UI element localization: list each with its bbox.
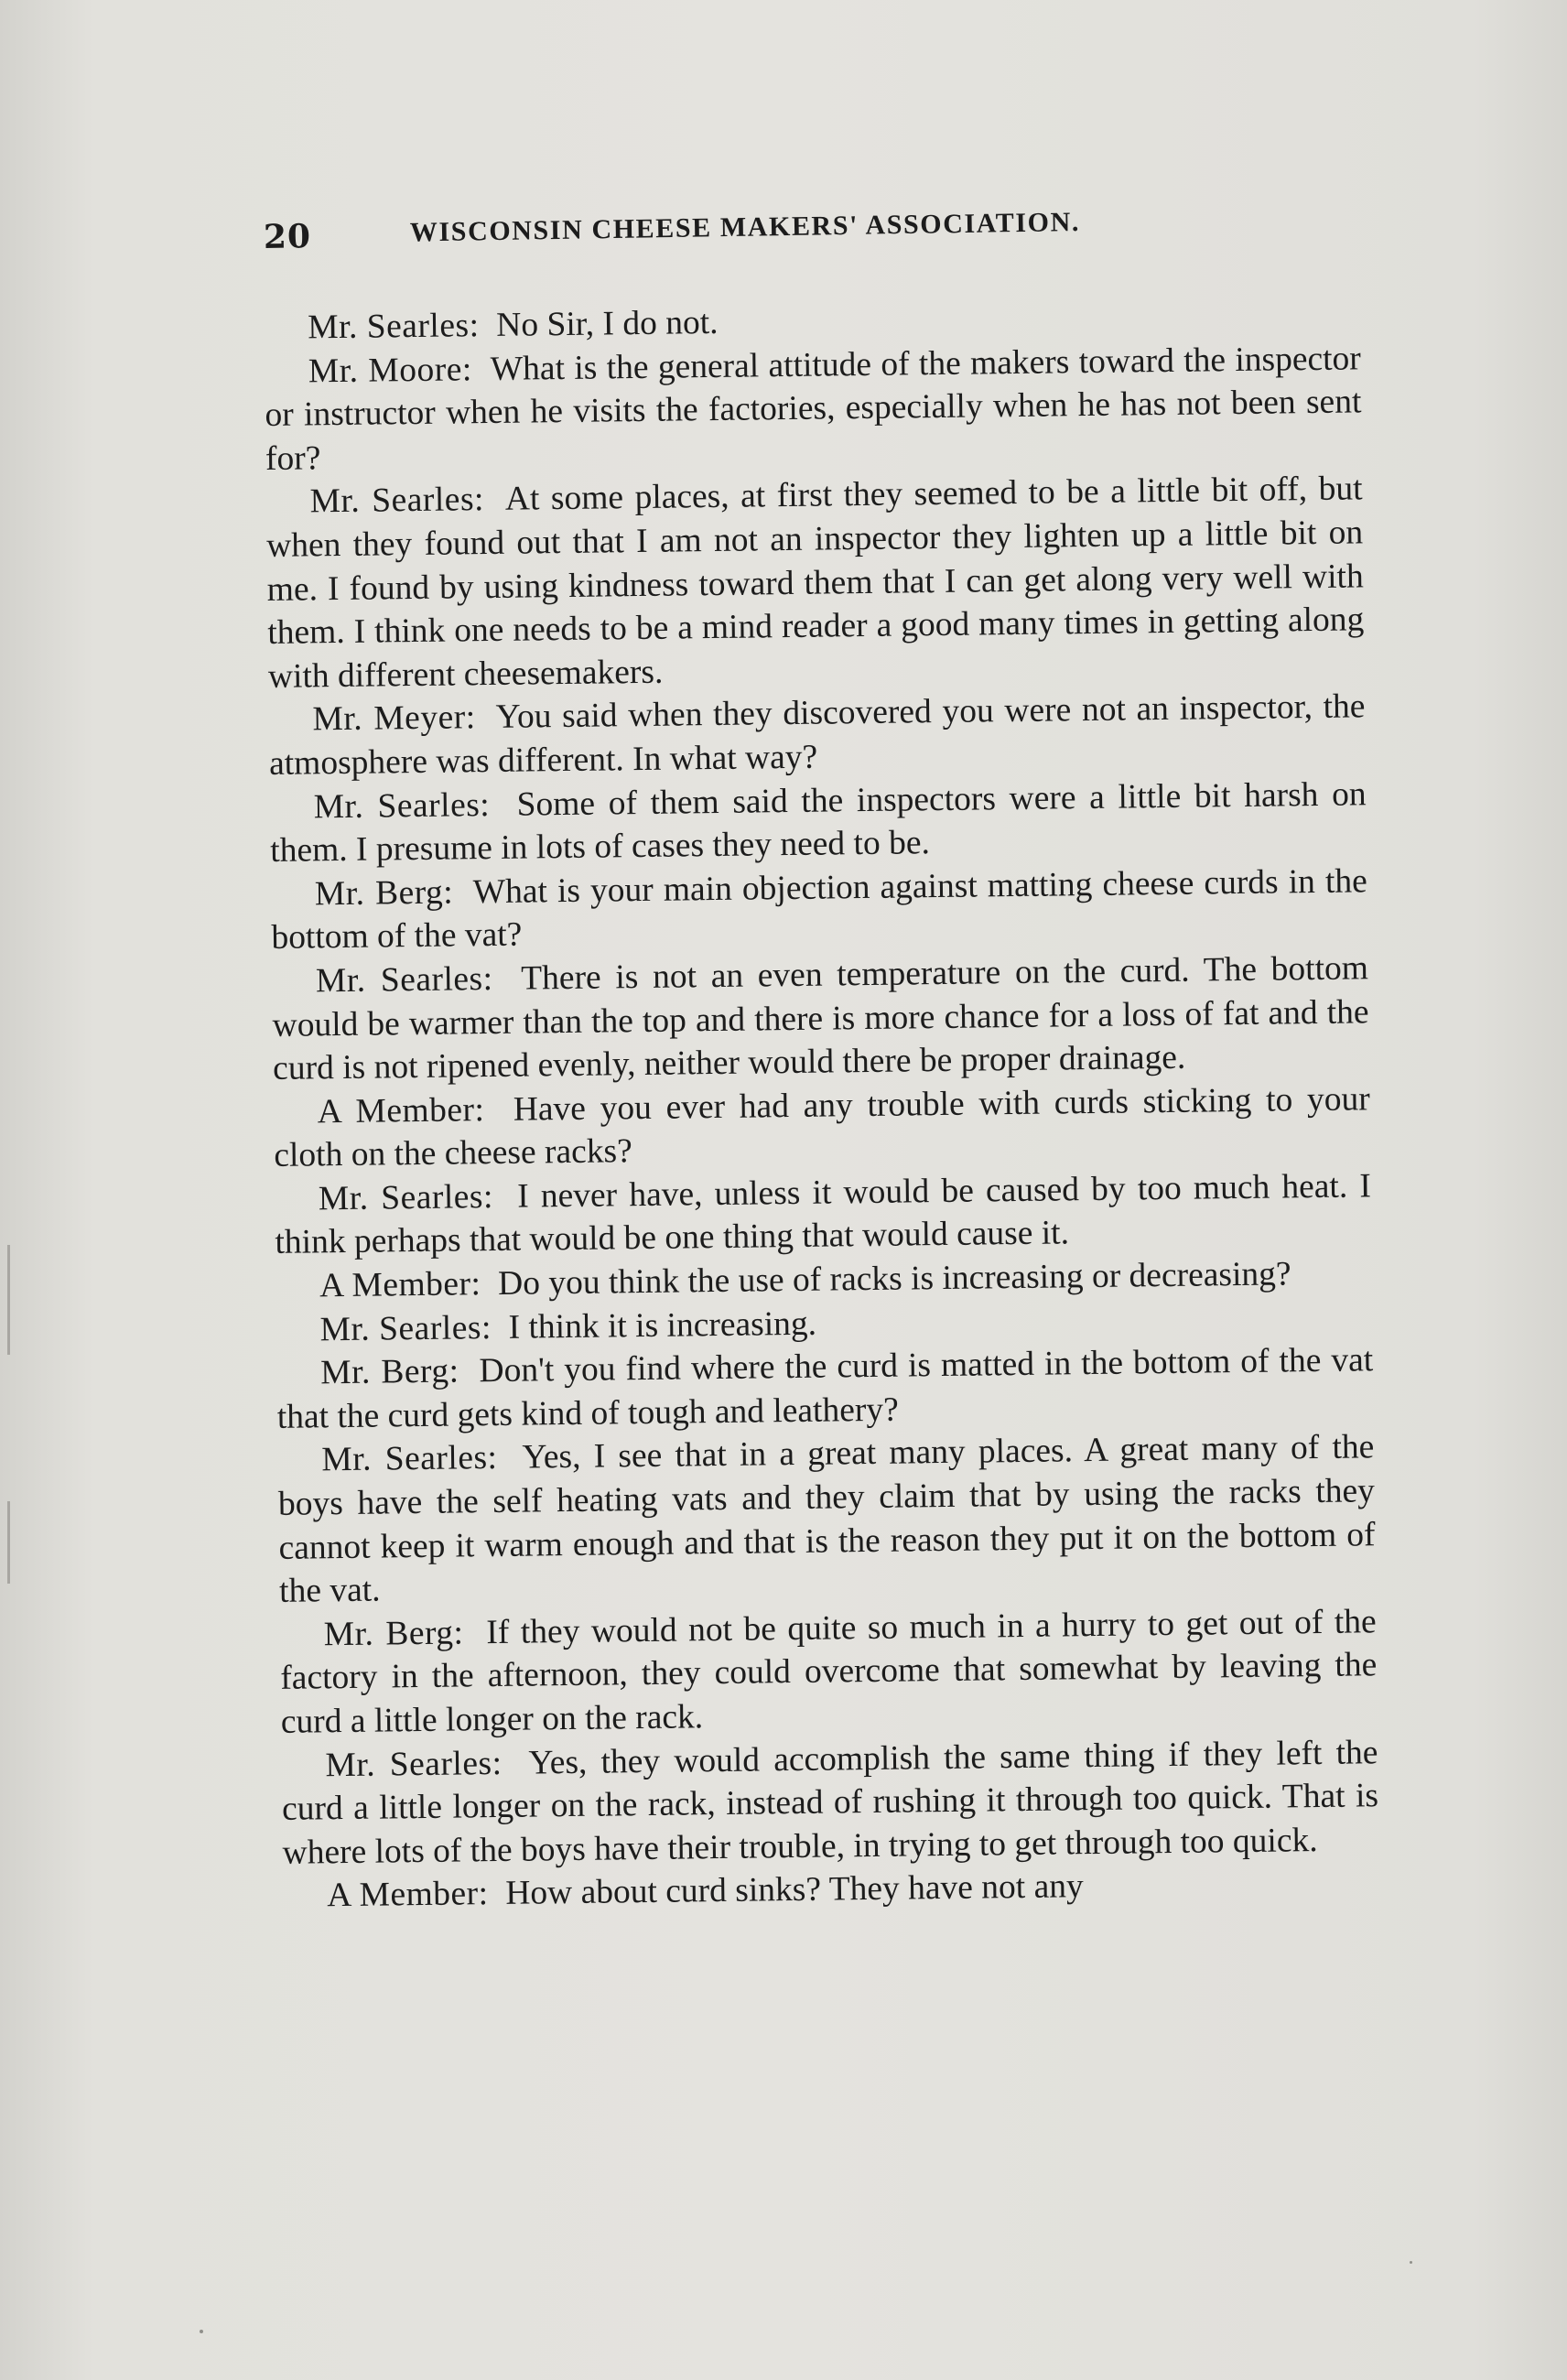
paragraph-text: Yes, they would accomplish the same thing if they left the curd a little longer on the rack, instead of rushing it through too quick. That is where lots of the boys have their trouble, in trying to get through too quick. <box>281 1733 1379 1872</box>
speaker-name: Mr. Searles: <box>325 1744 503 1784</box>
binding-shadow <box>7 1245 10 1355</box>
paragraph <box>275 1164 1372 1265</box>
paragraph-text: No Sir, I do not. <box>496 303 719 344</box>
paragraph <box>281 1731 1379 1875</box>
speaker-name: A Member: <box>317 1090 485 1131</box>
paragraph <box>269 773 1367 873</box>
speaker-name: A Member: <box>319 1265 481 1305</box>
speaker-name: Mr. Moore: <box>308 350 472 391</box>
page-number: 20 <box>263 217 312 256</box>
paragraph-text: Yes, I see that in a great many places. A great many of the boys have the self heating vats and they claim that by using the racks they cannot keep it warm enough and that is the reason they put it on the bottom of the vat. <box>277 1428 1376 1611</box>
paragraph <box>265 337 1363 481</box>
paragraph-text: Have you ever had any trouble with curds sticking to your cloth on the cheese racks? <box>274 1079 1370 1175</box>
paragraph <box>272 947 1370 1090</box>
paragraph-text: Some of them said the inspectors were a little bit harsh on them. I presume in lots of cases they need to be. <box>270 774 1367 871</box>
speaker-name: Mr. Searles: <box>318 1177 494 1218</box>
paragraph-text: I never have, unless it would be caused by too much heat. I think perhaps that would be one thing that would cause it. <box>275 1167 1372 1262</box>
paragraph-text: There is not an even temperature on the curd. The bottom would be warmer than the top and there is more chance for a loss of fat and the curd is not ripened evenly, neither would there be proper drainage. <box>272 949 1369 1088</box>
running-title: WISCONSIN CHEESE MAKERS' ASSOCIATION. <box>409 206 1081 248</box>
page-header <box>264 198 1207 267</box>
paper-speck <box>1410 2261 1412 2264</box>
speaker-name: Mr. Searles: <box>315 959 493 1001</box>
paragraph <box>268 686 1366 786</box>
paragraph-text: Do you think the use of racks is increasing or decreasing? <box>497 1255 1291 1304</box>
paragraph <box>271 860 1368 960</box>
speaker-name: A Member: <box>326 1875 489 1915</box>
paragraph <box>279 1600 1378 1744</box>
speaker-name: Mr. Searles: <box>321 1439 498 1479</box>
binding-shadow <box>7 1501 10 1584</box>
body-text <box>264 293 1379 1918</box>
paragraph-text: Don't you find where the curd is matted in the bottom of the vat that the curd gets kind of tough and leathery? <box>276 1341 1374 1436</box>
paragraph <box>265 468 1365 699</box>
speaker-name: Mr. Searles: <box>309 481 485 521</box>
paragraph-text: I think it is increasing. <box>508 1304 817 1347</box>
paragraph-text: You said when they discovered you were not an inspector, the atmosphere was different. In what way? <box>268 687 1366 783</box>
paragraph-text: If they would not be quite so much in a hurry to get out of the factory in the afternoon, they could overcome that somewhat by leaving the curd a little longer on the rack. <box>280 1603 1378 1741</box>
speaker-name: Mr. Meyer: <box>312 698 476 739</box>
paper-speck <box>200 2330 203 2333</box>
paragraph <box>277 1426 1376 1614</box>
speaker-name: Mr. Searles: <box>308 307 480 347</box>
paragraph <box>273 1077 1370 1178</box>
paragraph <box>276 1339 1374 1440</box>
speaker-name: Mr. Berg: <box>314 873 454 914</box>
paragraph-text: What is your main objection against matting cheese curds in the bottom of the vat? <box>271 862 1368 957</box>
speaker-name: Mr. Searles: <box>313 785 491 826</box>
speaker-name: Mr. Searles: <box>319 1308 492 1348</box>
paragraph-text: How about curd sinks? They have not any <box>505 1867 1084 1913</box>
paragraph-text: At some places, at first they seemed to be a little bit off, but when they found out that I am not an inspector they lighten up a little bit on me. I found by using kindness toward them that I can get along very well with them. I think one needs to be a mind reader a good many times in getting along with different cheesemakers. <box>265 470 1365 696</box>
speaker-name: Mr. Berg: <box>323 1614 464 1654</box>
speaker-name: Mr. Berg: <box>319 1352 459 1392</box>
paragraph-text: What is the general attitude of the makers toward the inspector or instructor when he visits the factories, especially when he has not been sent for? <box>265 339 1362 478</box>
